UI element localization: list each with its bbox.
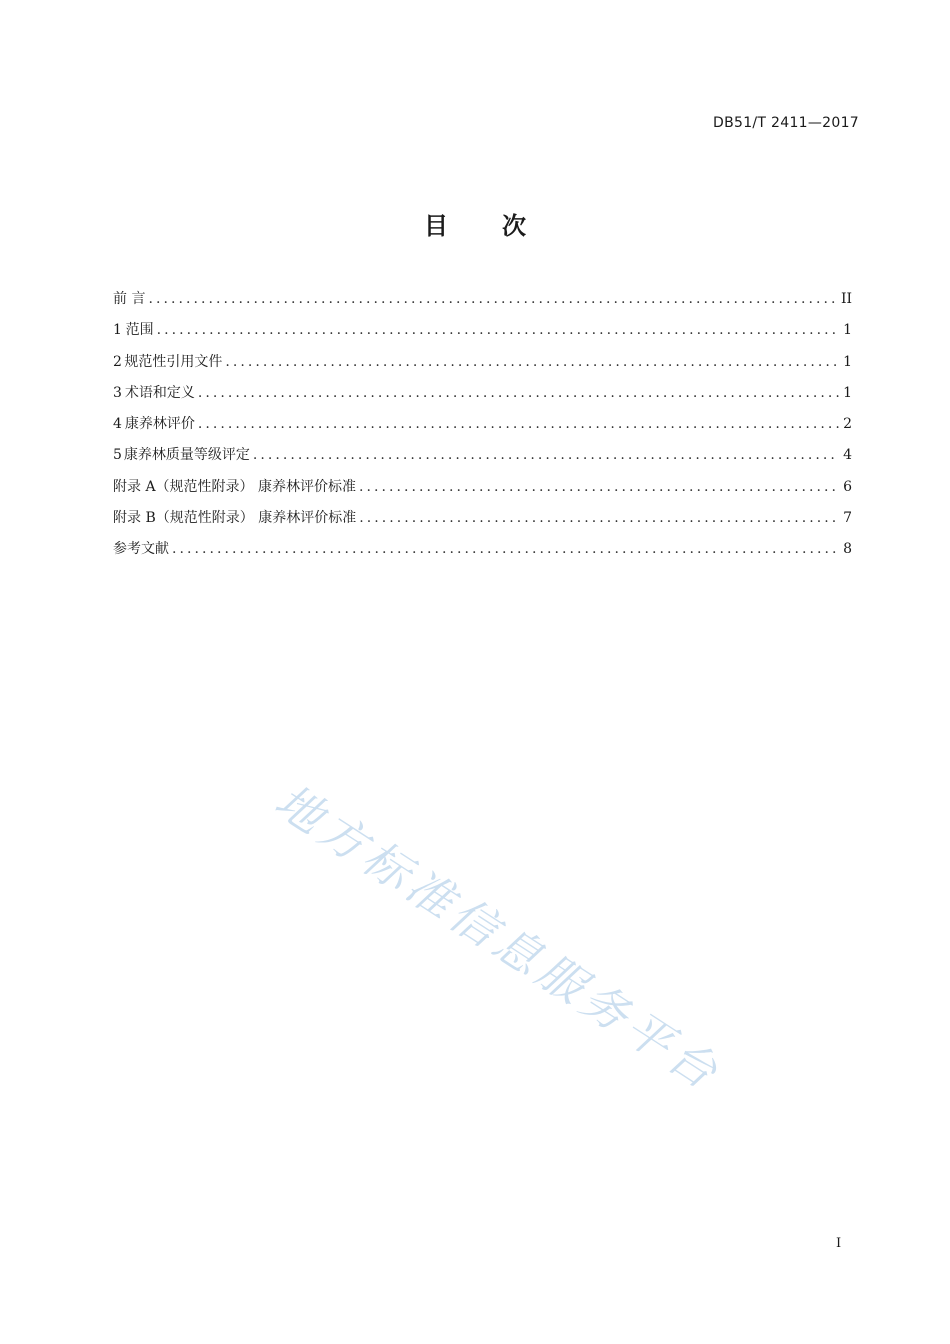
toc-entry-page: 2 [843,416,852,433]
toc-entry-page: 1 [843,322,852,339]
toc-dot-leader [359,503,839,534]
toc-entry-label: 规范性引用文件 [124,353,223,370]
toc-entry-label: 附录 A（规范性附录） 康养林评价标准 [113,478,357,495]
watermark-text: 地方标准信息服务平台 [265,773,732,1102]
toc-entry-page: 7 [843,510,852,527]
toc-entry-number: 4 [113,416,122,433]
toc-entry-label: 康养林质量等级评定 [123,447,250,464]
toc-entry-number: 5 [113,447,122,464]
toc-entry-label: 附录 B（规范性附录） 康养林评价标准 [113,510,357,527]
toc-entry-label: 康养林评价 [124,416,195,433]
toc-entry-annex-b[interactable] [113,503,852,534]
toc-entry-label: 术语和定义 [124,384,195,401]
toc-entry-foreword[interactable] [113,284,852,315]
toc-entry-label: 范围 [125,322,154,339]
toc-title-char-1: 目 [424,212,448,240]
toc-dot-leader [172,534,839,565]
toc-title-char-2: 次 [502,212,526,240]
toc-entry-label: 参考文献 [113,541,169,558]
toc-dot-leader [225,347,839,378]
toc-dot-leader [198,378,839,409]
toc-entry-page: 6 [843,478,852,495]
toc-entry-annex-a[interactable] [113,472,852,503]
toc-dot-leader [359,472,839,503]
toc-entry-page: 1 [843,353,852,370]
toc-entry-evaluation[interactable] [113,409,852,440]
toc-entry-page: II [840,291,852,307]
toc-entry-scope[interactable] [113,315,852,346]
toc-entry-number: 3 [113,384,122,401]
toc-list [113,284,852,566]
toc-entry-page: 4 [843,447,852,464]
toc-entry-terms-definitions[interactable] [113,378,852,409]
toc-entry-label: 前 言 [113,291,146,307]
document-code: DB51/T 2411—2017 [713,115,859,131]
toc-dot-leader [198,409,839,440]
toc-entry-page: 1 [843,384,852,401]
page-number: I [836,1236,842,1251]
toc-dot-leader [253,440,839,471]
toc-entry-number: 2 [113,353,122,370]
toc-title [0,206,950,241]
toc-entry-page: 8 [843,541,852,558]
toc-entry-number: 1 [113,322,122,339]
toc-dot-leader [148,284,837,315]
toc-dot-leader [157,315,839,346]
toc-entry-quality-grading[interactable] [113,440,852,471]
toc-entry-bibliography[interactable] [113,534,852,565]
toc-entry-normative-references[interactable] [113,347,852,378]
